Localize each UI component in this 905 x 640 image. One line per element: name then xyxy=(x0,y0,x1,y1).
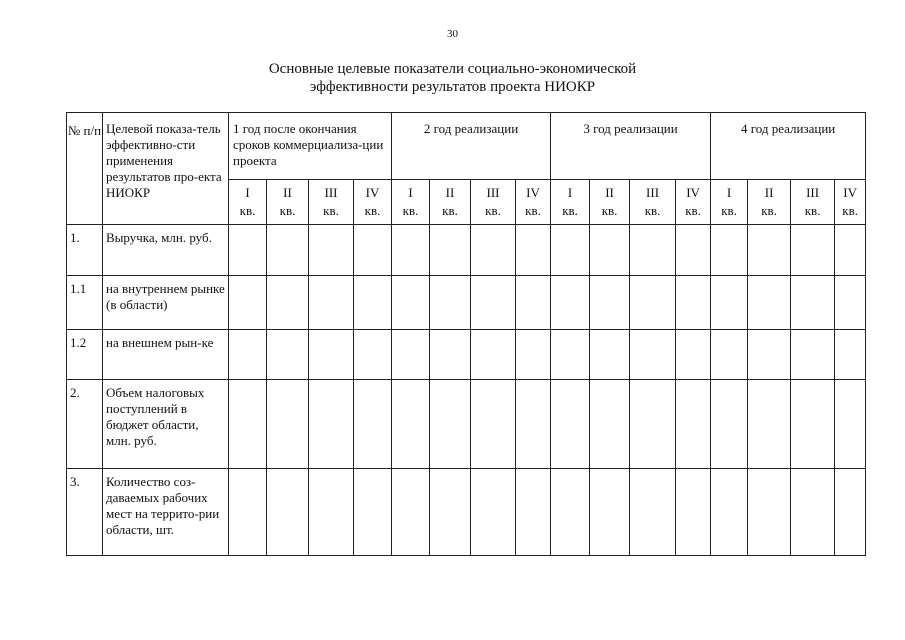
data-cell xyxy=(354,469,392,556)
quarter-abbr: кв. xyxy=(644,203,661,218)
quarter-abbr: кв. xyxy=(402,203,419,218)
row-label: на внутреннем рынке (в области) xyxy=(103,276,229,330)
table-header-row-1 xyxy=(67,113,866,180)
data-cell xyxy=(392,469,430,556)
data-cell xyxy=(229,469,267,556)
quarter-abbr: кв. xyxy=(721,203,737,218)
quarter-roman: III xyxy=(646,185,660,200)
quarter-header xyxy=(676,180,711,225)
data-cell xyxy=(551,469,590,556)
row-label: Количество соз-даваемых рабочих мест на террито-рии области, шт. xyxy=(103,469,229,556)
header-indicator-cell: Целевой показа-тель эффективно-сти применения результатов про-екта НИОКР xyxy=(103,113,229,225)
data-cell xyxy=(791,380,835,469)
quarter-abbr: кв. xyxy=(239,203,256,218)
data-cell xyxy=(630,469,676,556)
data-cell xyxy=(430,330,471,380)
data-cell xyxy=(354,330,392,380)
quarter-header xyxy=(392,180,430,225)
data-cell xyxy=(791,469,835,556)
data-cell xyxy=(516,380,551,469)
quarter-abbr: кв. xyxy=(804,203,821,218)
quarter-header xyxy=(630,180,676,225)
quarter-abbr: кв. xyxy=(685,203,701,218)
data-cell xyxy=(590,225,630,276)
data-cell xyxy=(471,330,516,380)
quarter-roman: IV xyxy=(365,185,380,200)
data-cell xyxy=(791,330,835,380)
data-cell xyxy=(354,225,392,276)
quarter-abbr: кв. xyxy=(364,203,381,218)
data-cell xyxy=(267,469,309,556)
header-year-4: 4 год реализации xyxy=(711,113,866,180)
data-cell xyxy=(835,380,866,469)
data-cell xyxy=(267,276,309,330)
quarter-header xyxy=(551,180,590,225)
table-row xyxy=(67,276,866,330)
data-cell xyxy=(748,469,791,556)
data-cell xyxy=(711,469,748,556)
quarter-roman: II xyxy=(605,185,614,200)
data-cell xyxy=(835,276,866,330)
data-cell xyxy=(711,330,748,380)
data-cell xyxy=(229,380,267,469)
data-cell xyxy=(309,276,354,330)
title-line-1: Основные целевые показатели социально-экономической xyxy=(268,61,637,77)
quarter-header xyxy=(354,180,392,225)
data-cell xyxy=(711,380,748,469)
data-cell xyxy=(748,380,791,469)
data-cell xyxy=(676,380,711,469)
data-cell xyxy=(392,276,430,330)
data-cell xyxy=(229,330,267,380)
data-cell xyxy=(516,469,551,556)
row-number: 3. xyxy=(67,469,103,556)
quarter-roman: I xyxy=(726,185,732,200)
quarter-roman: III xyxy=(486,185,500,200)
data-cell xyxy=(676,469,711,556)
data-cell xyxy=(267,380,309,469)
row-number: 1.2 xyxy=(67,330,103,380)
data-cell xyxy=(516,330,551,380)
quarter-abbr: кв. xyxy=(442,203,458,218)
data-cell xyxy=(630,380,676,469)
data-cell xyxy=(430,469,471,556)
row-label: Выручка, млн. руб. xyxy=(103,225,229,276)
quarter-header xyxy=(516,180,551,225)
page-number: 30 xyxy=(447,28,458,40)
quarter-header xyxy=(229,180,267,225)
data-cell xyxy=(229,225,267,276)
data-cell xyxy=(551,330,590,380)
table-row xyxy=(67,469,866,556)
quarter-roman: III xyxy=(324,185,338,200)
quarter-header xyxy=(791,180,835,225)
data-cell xyxy=(791,225,835,276)
data-cell xyxy=(267,330,309,380)
table-row xyxy=(67,225,866,276)
data-cell xyxy=(590,330,630,380)
data-cell xyxy=(430,225,471,276)
row-number: 2. xyxy=(67,380,103,469)
table-row xyxy=(67,380,866,469)
data-cell xyxy=(551,225,590,276)
data-cell xyxy=(590,276,630,330)
data-cell xyxy=(309,330,354,380)
data-cell xyxy=(430,380,471,469)
quarter-roman: IV xyxy=(686,185,700,200)
quarter-header xyxy=(748,180,791,225)
data-cell xyxy=(551,380,590,469)
data-cell xyxy=(676,276,711,330)
data-cell xyxy=(471,225,516,276)
quarter-abbr: кв. xyxy=(485,203,501,218)
data-cell xyxy=(229,276,267,330)
quarter-abbr: кв. xyxy=(323,203,339,218)
quarter-header xyxy=(309,180,354,225)
table-row xyxy=(67,330,866,380)
quarter-roman: IV xyxy=(843,185,857,200)
quarter-header xyxy=(711,180,748,225)
quarter-header xyxy=(430,180,471,225)
quarter-header xyxy=(471,180,516,225)
data-cell xyxy=(711,225,748,276)
quarter-roman: II xyxy=(445,185,455,200)
row-number: 1.1 xyxy=(67,276,103,330)
data-cell xyxy=(835,225,866,276)
data-cell xyxy=(471,380,516,469)
data-cell xyxy=(392,330,430,380)
data-cell xyxy=(354,276,392,330)
row-label: Объем налоговых поступлений в бюджет области, млн. руб. xyxy=(103,380,229,469)
row-number: 1. xyxy=(67,225,103,276)
data-cell xyxy=(551,276,590,330)
data-cell xyxy=(676,330,711,380)
quarter-abbr: кв. xyxy=(525,203,541,218)
quarter-abbr: кв. xyxy=(761,203,777,218)
quarter-roman: II xyxy=(764,185,774,200)
data-cell xyxy=(309,380,354,469)
header-year-3: 3 год реализации xyxy=(551,113,711,180)
data-cell xyxy=(791,276,835,330)
quarter-roman: IV xyxy=(526,185,540,200)
data-cell xyxy=(430,276,471,330)
data-cell xyxy=(748,330,791,380)
quarter-abbr: кв. xyxy=(842,203,858,218)
data-cell xyxy=(267,225,309,276)
data-cell xyxy=(711,276,748,330)
data-cell xyxy=(630,330,676,380)
data-cell xyxy=(590,380,630,469)
quarter-roman: I xyxy=(245,185,250,200)
data-cell xyxy=(630,225,676,276)
title-line-2: эффективности результатов проекта НИОКР xyxy=(309,79,596,95)
data-cell xyxy=(516,276,551,330)
data-cell xyxy=(676,225,711,276)
quarter-header xyxy=(835,180,866,225)
quarter-abbr: кв. xyxy=(279,203,296,218)
data-cell xyxy=(516,225,551,276)
data-cell xyxy=(630,276,676,330)
data-cell xyxy=(748,276,791,330)
data-cell xyxy=(309,225,354,276)
indicators-table xyxy=(66,112,866,556)
data-cell xyxy=(392,225,430,276)
quarter-roman: II xyxy=(283,185,292,200)
data-cell xyxy=(835,330,866,380)
quarter-abbr: кв. xyxy=(562,203,578,218)
quarter-header xyxy=(267,180,309,225)
header-year-1: 1 год после окончания сроков коммерциализа-ции проекта xyxy=(229,113,392,180)
quarter-roman: I xyxy=(567,185,573,200)
data-cell xyxy=(354,380,392,469)
quarter-abbr: кв. xyxy=(601,203,618,218)
data-cell xyxy=(471,469,516,556)
row-label: на внешнем рын-ке xyxy=(103,330,229,380)
header-year-2: 2 год реализации xyxy=(392,113,551,180)
data-cell xyxy=(748,225,791,276)
data-cell xyxy=(835,469,866,556)
document-title xyxy=(0,60,905,96)
data-cell xyxy=(309,469,354,556)
quarter-header xyxy=(590,180,630,225)
header-num-cell: № п/п xyxy=(67,113,103,225)
data-cell xyxy=(392,380,430,469)
quarter-roman: III xyxy=(806,185,820,200)
quarter-roman: I xyxy=(408,185,413,200)
data-cell xyxy=(590,469,630,556)
data-cell xyxy=(471,276,516,330)
